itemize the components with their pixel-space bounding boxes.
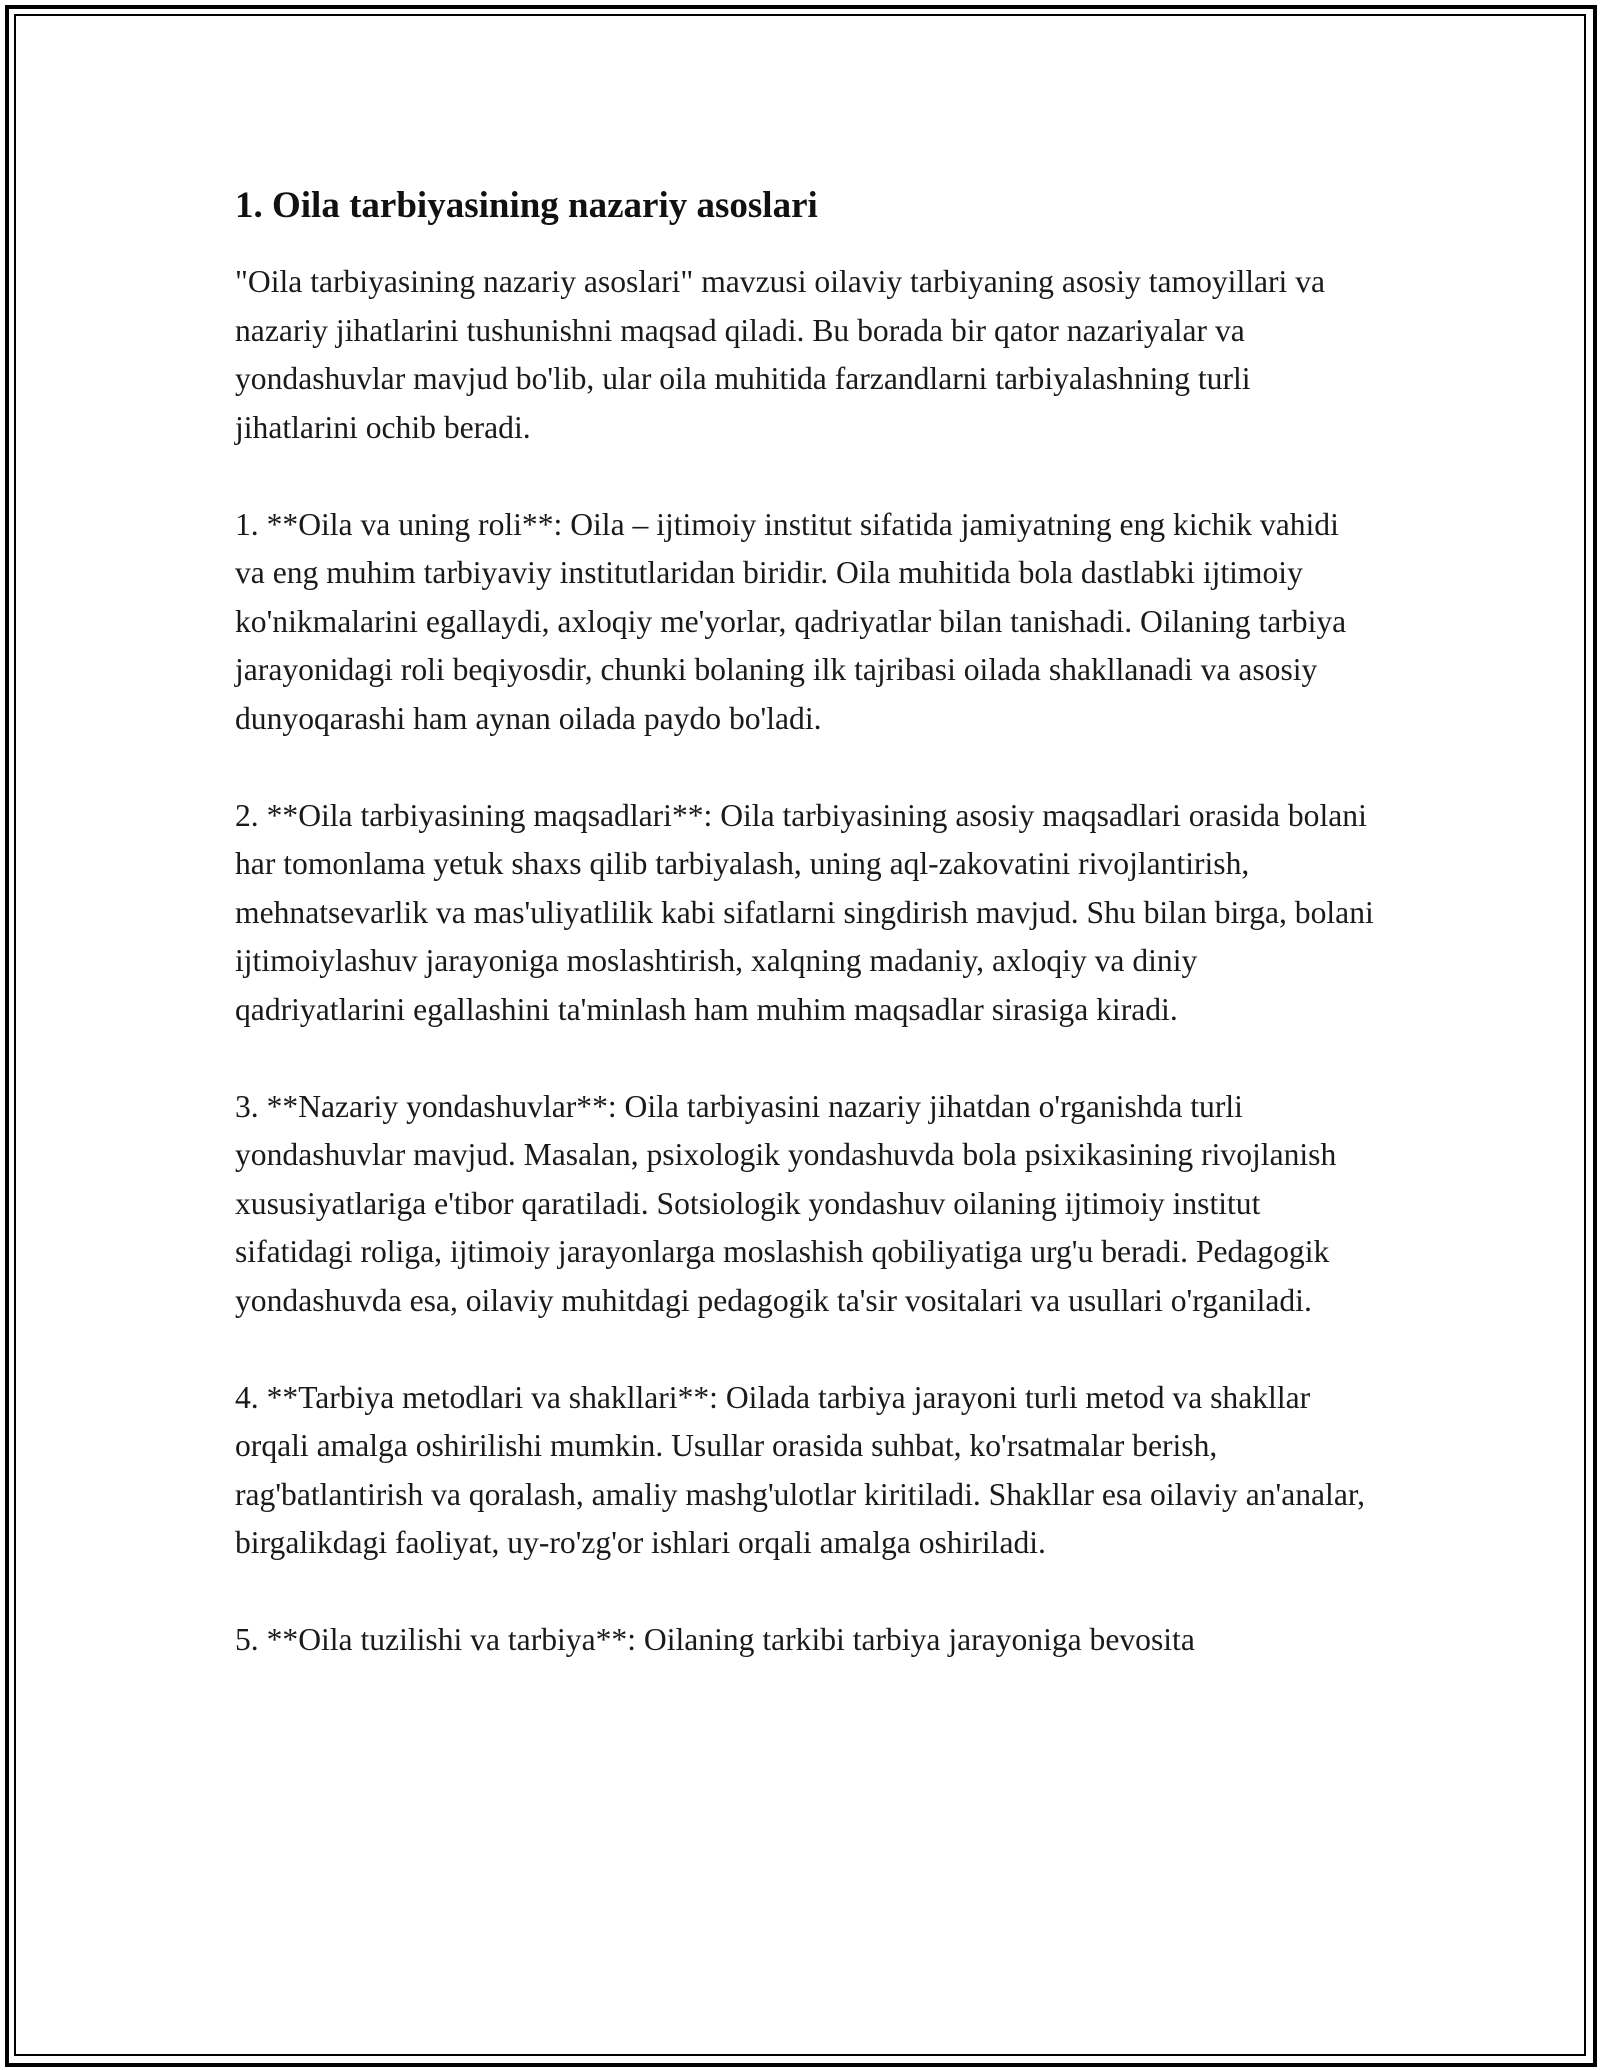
paragraph-oila-roli: 1. **Oila va uning roli**: Oila – ijtimoiy institut sifatida jamiyatning eng kichik vahidi va eng muhim tarbiyaviy institutlaridan biridir. Oila muhitida bola dastlabki ijtimoiy ko'nikmalarini egallaydi, axloqiy me'yorlar, qadriyatlar bilan tanishadi. Oilaning tarbiya jarayonidagi roli beqiyosdir, chunki bolaning ilk tajribasi oilada shakllanadi va asosiy dunyoqarashi ham aynan oilada paydo bo'ladi. (235, 506, 1347, 736)
page-title: 1. Oila tarbiyasining nazariy asoslari (235, 185, 818, 226)
paragraph-metodlar-shakllar: 4. **Tarbiya metodlari va shakllari**: Oilada tarbiya jarayoni turli metod va shakllar orqali amalga oshirilishi mumkin. Usullar orasida suhbat, ko'rsatmalar berish, rag'batlantirish va qoralash, amaliy mashg'ulotlar kiritiladi. Shakllar esa oilaviy an'analar, birgalikdagi faoliyat, uy-ro'zg'or ishlari orqali amalga oshiriladi. (235, 1379, 1366, 1560)
document-body (235, 182, 1375, 1713)
paragraph-maqsadlar: 2. **Oila tarbiyasining maqsadlari**: Oila tarbiyasining asosiy maqsadlari orasida bolani har tomonlama yetuk shaxs qilib tarbiyalash, uning aql-zakovatini rivojlantirish, mehnatsevarlik va mas'uliyatlilik kabi sifatlarni singdirish mavjud. Shu bilan birga, bolani ijtimoiylashuv jarayoniga moslashtirish, xalqning madaniy, axloqiy va diniy qadriyatlarini egallashini ta'minlash ham muhim maqsadlar sirasiga kiradi. (235, 797, 1374, 1027)
intro-paragraph: "Oila tarbiyasining nazariy asoslari" mavzusi oilaviy tarbiyaning asosiy tamoyillari va nazariy jihatlarini tushunishni maqsad qiladi. Bu borada bir qator nazariyalar va yondashuvlar mavjud bo'lib, ular oila muhitida farzandlarni tarbiyalashning turli jihatlarini ochib beradi. (235, 264, 1326, 445)
paragraph-nazariy-yondashuvlar: 3. **Nazariy yondashuvlar**: Oila tarbiyasini nazariy jihatdan o'rganishda turli yondashuvlar mavjud. Masalan, psixologik yondashuvda bola psixikasining rivojlanish xususiyatlariga e'tibor qaratiladi. Sotsiologik yondashuv oilaning ijtimoiy institut sifatidagi roliga, ijtimoiy jarayonlarga moslashish qobiliyatiga urg'u beradi. Pedagogik yondashuvda esa, oilaviy muhitdagi pedagogik ta'sir vositalari va usullari o'rganiladi. (235, 1088, 1337, 1318)
paragraph-oila-tuzilishi: 5. **Oila tuzilishi va tarbiya**: Oilaning tarkibi tarbiya jarayoniga bevosita (235, 1622, 1195, 1657)
